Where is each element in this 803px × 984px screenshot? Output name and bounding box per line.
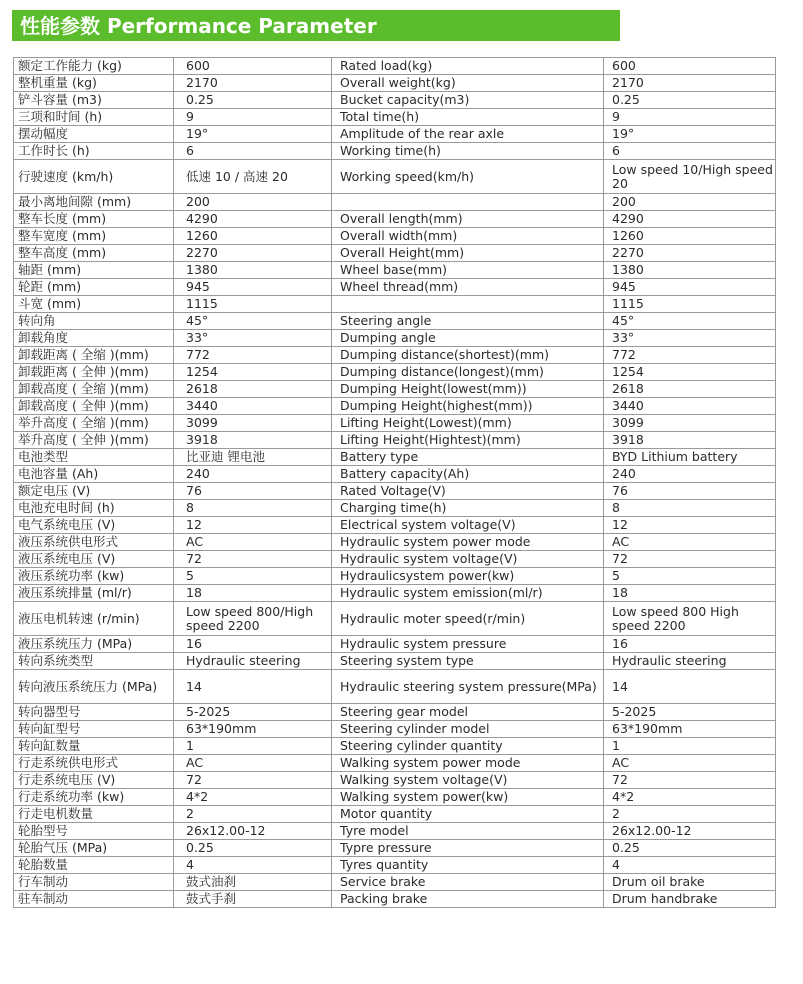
english-parameter-cell: Walking system power mode [332, 755, 604, 772]
table-row [14, 534, 776, 551]
english-value-cell: 1254 [604, 364, 776, 381]
chinese-parameter-cell: 卸载高度 ( 全缩 )(mm) [14, 381, 174, 398]
chinese-parameter-cell: 摆动幅度 [14, 126, 174, 143]
chinese-parameter-cell: 驻车制动 [14, 891, 174, 908]
table-row [14, 449, 776, 466]
english-parameter-cell: Hydraulic system voltage(V) [332, 551, 604, 568]
english-parameter-cell: Steering angle [332, 313, 604, 330]
english-parameter-cell: Service brake [332, 874, 604, 891]
english-value-cell: Drum oil brake [604, 874, 776, 891]
chinese-parameter-cell: 整车宽度 (mm) [14, 228, 174, 245]
table-row [14, 772, 776, 789]
english-parameter-cell: Hydraulic steering system pressure(MPa) [332, 670, 604, 704]
chinese-value-cell: 2618 [174, 381, 332, 398]
chinese-value-cell: 2270 [174, 245, 332, 262]
english-value-cell: 5 [604, 568, 776, 585]
chinese-value-cell: 3099 [174, 415, 332, 432]
chinese-parameter-cell: 液压系统压力 (MPa) [14, 636, 174, 653]
english-value-cell: 26x12.00-12 [604, 823, 776, 840]
chinese-parameter-cell: 转向缸数量 [14, 738, 174, 755]
english-value-cell: 6 [604, 143, 776, 160]
english-value-cell: 12 [604, 517, 776, 534]
english-parameter-cell: Tyres quantity [332, 857, 604, 874]
table-row [14, 636, 776, 653]
english-value-cell: 5-2025 [604, 704, 776, 721]
english-value-cell: 3440 [604, 398, 776, 415]
table-row [14, 789, 776, 806]
chinese-value-cell: 鼓式手刹 [174, 891, 332, 908]
english-value-cell: 4*2 [604, 789, 776, 806]
english-parameter-cell: Overall weight(kg) [332, 75, 604, 92]
header-stripes-decoration [570, 10, 622, 41]
english-parameter-cell: Dumping distance(longest)(mm) [332, 364, 604, 381]
english-value-cell: Drum handbrake [604, 891, 776, 908]
english-value-cell: 4290 [604, 211, 776, 228]
english-value-cell: Low speed 800 High speed 2200 [604, 602, 776, 636]
english-value-cell: 72 [604, 772, 776, 789]
table-row [14, 585, 776, 602]
chinese-parameter-cell: 斗宽 (mm) [14, 296, 174, 313]
english-value-cell: 600 [604, 58, 776, 75]
english-value-cell: 8 [604, 500, 776, 517]
table-row [14, 313, 776, 330]
english-parameter-cell: Battery type [332, 449, 604, 466]
english-value-cell: 1 [604, 738, 776, 755]
chinese-value-cell: 3440 [174, 398, 332, 415]
chinese-parameter-cell: 举升高度 ( 全伸 )(mm) [14, 432, 174, 449]
chinese-value-cell: AC [174, 534, 332, 551]
table-row [14, 126, 776, 143]
english-parameter-cell: Electrical system voltage(V) [332, 517, 604, 534]
english-value-cell: 2 [604, 806, 776, 823]
chinese-value-cell: 63*190mm [174, 721, 332, 738]
table-row [14, 143, 776, 160]
english-value-cell: Hydraulic steering [604, 653, 776, 670]
chinese-value-cell: 8 [174, 500, 332, 517]
english-parameter-cell: Hydraulicsystem power(kw) [332, 568, 604, 585]
english-value-cell: 1115 [604, 296, 776, 313]
chinese-value-cell: 9 [174, 109, 332, 126]
english-value-cell: 14 [604, 670, 776, 704]
chinese-parameter-cell: 行走系统供电形式 [14, 755, 174, 772]
english-parameter-cell: Lifting Height(Lowest)(mm) [332, 415, 604, 432]
english-value-cell: 16 [604, 636, 776, 653]
table-row [14, 415, 776, 432]
table-row [14, 738, 776, 755]
english-value-cell: Low speed 10/High speed 20 [604, 160, 776, 194]
chinese-value-cell: 鼓式油刹 [174, 874, 332, 891]
english-value-cell: 3099 [604, 415, 776, 432]
chinese-value-cell: 945 [174, 279, 332, 296]
chinese-parameter-cell: 整车长度 (mm) [14, 211, 174, 228]
chinese-parameter-cell: 转向器型号 [14, 704, 174, 721]
english-value-cell: 18 [604, 585, 776, 602]
chinese-value-cell: Hydraulic steering [174, 653, 332, 670]
chinese-parameter-cell: 轮距 (mm) [14, 279, 174, 296]
chinese-value-cell: 4 [174, 857, 332, 874]
table-row [14, 568, 776, 585]
english-value-cell: 1260 [604, 228, 776, 245]
table-row [14, 381, 776, 398]
chinese-parameter-cell: 轮胎数量 [14, 857, 174, 874]
english-value-cell: 9 [604, 109, 776, 126]
chinese-parameter-cell: 电气系统电压 (V) [14, 517, 174, 534]
english-parameter-cell: Total time(h) [332, 109, 604, 126]
chinese-value-cell: 比亚迪 锂电池 [174, 449, 332, 466]
chinese-parameter-cell: 卸载角度 [14, 330, 174, 347]
english-parameter-cell [332, 296, 604, 313]
chinese-parameter-cell: 卸载距离 ( 全伸 )(mm) [14, 364, 174, 381]
english-value-cell: 945 [604, 279, 776, 296]
english-parameter-cell: Dumping Height(highest(mm)) [332, 398, 604, 415]
english-value-cell: 0.25 [604, 840, 776, 857]
chinese-parameter-cell: 电池容量 (Ah) [14, 466, 174, 483]
english-parameter-cell: Hydraulic system emission(ml/r) [332, 585, 604, 602]
english-parameter-cell: Steering cylinder quantity [332, 738, 604, 755]
english-value-cell: 1380 [604, 262, 776, 279]
english-parameter-cell: Hydraulic system power mode [332, 534, 604, 551]
english-value-cell: 4 [604, 857, 776, 874]
chinese-value-cell: 18 [174, 585, 332, 602]
english-parameter-cell: Walking system power(kw) [332, 789, 604, 806]
table-row [14, 75, 776, 92]
english-parameter-cell: Working speed(km/h) [332, 160, 604, 194]
table-row [14, 551, 776, 568]
chinese-parameter-cell: 行车制动 [14, 874, 174, 891]
chinese-value-cell: 19° [174, 126, 332, 143]
table-row [14, 245, 776, 262]
table-row [14, 296, 776, 313]
chinese-value-cell: 4*2 [174, 789, 332, 806]
table-row [14, 823, 776, 840]
english-parameter-cell: Bucket capacity(m3) [332, 92, 604, 109]
english-value-cell: 0.25 [604, 92, 776, 109]
chinese-parameter-cell: 整机重量 (kg) [14, 75, 174, 92]
table-row [14, 160, 776, 194]
english-parameter-cell: Overall Height(mm) [332, 245, 604, 262]
chinese-parameter-cell: 电池类型 [14, 449, 174, 466]
english-value-cell: AC [604, 755, 776, 772]
chinese-parameter-cell: 液压系统供电形式 [14, 534, 174, 551]
table-row [14, 347, 776, 364]
table-row [14, 398, 776, 415]
english-parameter-cell: Walking system voltage(V) [332, 772, 604, 789]
english-parameter-cell: Amplitude of the rear axle [332, 126, 604, 143]
chinese-parameter-cell: 行走电机数量 [14, 806, 174, 823]
english-parameter-cell: Packing brake [332, 891, 604, 908]
chinese-value-cell: 0.25 [174, 92, 332, 109]
english-value-cell: 240 [604, 466, 776, 483]
chinese-value-cell: 2 [174, 806, 332, 823]
chinese-parameter-cell: 最小离地间隙 (mm) [14, 194, 174, 211]
english-value-cell: 33° [604, 330, 776, 347]
english-value-cell: 2270 [604, 245, 776, 262]
table-row [14, 704, 776, 721]
chinese-parameter-cell: 液压系统电压 (V) [14, 551, 174, 568]
english-parameter-cell: Charging time(h) [332, 500, 604, 517]
table-row [14, 653, 776, 670]
english-value-cell: 3918 [604, 432, 776, 449]
chinese-value-cell: 1260 [174, 228, 332, 245]
chinese-value-cell: 240 [174, 466, 332, 483]
english-parameter-cell: Hydraulic system pressure [332, 636, 604, 653]
english-parameter-cell: Steering cylinder model [332, 721, 604, 738]
table-row [14, 364, 776, 381]
english-value-cell: 76 [604, 483, 776, 500]
chinese-value-cell: 5 [174, 568, 332, 585]
english-parameter-cell: Lifting Height(Hightest)(mm) [332, 432, 604, 449]
english-parameter-cell: Dumping angle [332, 330, 604, 347]
table-row [14, 755, 776, 772]
chinese-value-cell: 72 [174, 772, 332, 789]
english-parameter-cell: Hydraulic moter speed(r/min) [332, 602, 604, 636]
table-row [14, 466, 776, 483]
english-parameter-cell: Rated Voltage(V) [332, 483, 604, 500]
table-row [14, 500, 776, 517]
chinese-value-cell: 200 [174, 194, 332, 211]
chinese-value-cell: 16 [174, 636, 332, 653]
chinese-parameter-cell: 举升高度 ( 全缩 )(mm) [14, 415, 174, 432]
chinese-value-cell: 低速 10 / 高速 20 [174, 160, 332, 194]
english-parameter-cell: Working time(h) [332, 143, 604, 160]
chinese-parameter-cell: 整车高度 (mm) [14, 245, 174, 262]
chinese-parameter-cell: 液压系统排量 (ml/r) [14, 585, 174, 602]
english-parameter-cell: Steering gear model [332, 704, 604, 721]
chinese-parameter-cell: 转向角 [14, 313, 174, 330]
table-row [14, 330, 776, 347]
table-row [14, 92, 776, 109]
chinese-value-cell: AC [174, 755, 332, 772]
english-value-cell: 72 [604, 551, 776, 568]
performance-parameter-table [13, 57, 776, 908]
english-parameter-cell: Tyre model [332, 823, 604, 840]
table-row [14, 109, 776, 126]
chinese-parameter-cell: 卸载高度 ( 全伸 )(mm) [14, 398, 174, 415]
table-row [14, 58, 776, 75]
chinese-parameter-cell: 行走系统电压 (V) [14, 772, 174, 789]
english-value-cell: 200 [604, 194, 776, 211]
chinese-value-cell: 26x12.00-12 [174, 823, 332, 840]
chinese-parameter-cell: 铲斗容量 (m3) [14, 92, 174, 109]
table-row [14, 891, 776, 908]
chinese-parameter-cell: 转向液压系统压力 (MPa) [14, 670, 174, 704]
english-parameter-cell: Battery capacity(Ah) [332, 466, 604, 483]
english-parameter-cell: Wheel thread(mm) [332, 279, 604, 296]
chinese-parameter-cell: 行驶速度 (km/h) [14, 160, 174, 194]
page-title: 性能参数 Performance Parameter [20, 14, 377, 38]
table-row [14, 194, 776, 211]
english-parameter-cell: Dumping Height(lowest(mm)) [332, 381, 604, 398]
chinese-parameter-cell: 转向缸型号 [14, 721, 174, 738]
table-row [14, 874, 776, 891]
english-parameter-cell: Motor quantity [332, 806, 604, 823]
table-row [14, 840, 776, 857]
english-value-cell: 2618 [604, 381, 776, 398]
english-parameter-cell: Overall width(mm) [332, 228, 604, 245]
chinese-parameter-cell: 轮胎型号 [14, 823, 174, 840]
english-value-cell: BYD Lithium battery [604, 449, 776, 466]
chinese-parameter-cell: 三项和时间 (h) [14, 109, 174, 126]
table-row [14, 602, 776, 636]
chinese-parameter-cell: 液压系统功率 (kw) [14, 568, 174, 585]
chinese-parameter-cell: 工作时长 (h) [14, 143, 174, 160]
table-row [14, 211, 776, 228]
chinese-value-cell: 1380 [174, 262, 332, 279]
chinese-parameter-cell: 液压电机转速 (r/min) [14, 602, 174, 636]
chinese-value-cell: 14 [174, 670, 332, 704]
chinese-value-cell: 45° [174, 313, 332, 330]
chinese-value-cell: 772 [174, 347, 332, 364]
chinese-value-cell: 5-2025 [174, 704, 332, 721]
chinese-value-cell: 1254 [174, 364, 332, 381]
english-parameter-cell: Rated load(kg) [332, 58, 604, 75]
chinese-value-cell: 3918 [174, 432, 332, 449]
chinese-value-cell: 2170 [174, 75, 332, 92]
chinese-value-cell: 6 [174, 143, 332, 160]
table-row [14, 228, 776, 245]
chinese-parameter-cell: 电池充电时间 (h) [14, 500, 174, 517]
chinese-parameter-cell: 卸载距离 ( 全缩 )(mm) [14, 347, 174, 364]
english-value-cell: 2170 [604, 75, 776, 92]
chinese-parameter-cell: 轴距 (mm) [14, 262, 174, 279]
table-row [14, 262, 776, 279]
table-row [14, 806, 776, 823]
chinese-value-cell: 76 [174, 483, 332, 500]
chinese-value-cell: 1115 [174, 296, 332, 313]
english-value-cell: 63*190mm [604, 721, 776, 738]
chinese-value-cell: 4290 [174, 211, 332, 228]
english-value-cell: 772 [604, 347, 776, 364]
chinese-parameter-cell: 转向系统类型 [14, 653, 174, 670]
english-parameter-cell [332, 194, 604, 211]
table-row [14, 721, 776, 738]
english-parameter-cell: Steering system type [332, 653, 604, 670]
english-parameter-cell: Overall length(mm) [332, 211, 604, 228]
chinese-parameter-cell: 额定电压 (V) [14, 483, 174, 500]
chinese-value-cell: Low speed 800/High speed 2200 [174, 602, 332, 636]
english-parameter-cell: Dumping distance(shortest)(mm) [332, 347, 604, 364]
chinese-value-cell: 0.25 [174, 840, 332, 857]
english-value-cell: 45° [604, 313, 776, 330]
table-row [14, 279, 776, 296]
english-parameter-cell: Wheel base(mm) [332, 262, 604, 279]
performance-table-container [13, 57, 776, 908]
english-parameter-cell: Typre pressure [332, 840, 604, 857]
chinese-value-cell: 33° [174, 330, 332, 347]
table-row [14, 670, 776, 704]
english-value-cell: AC [604, 534, 776, 551]
chinese-parameter-cell: 轮胎气压 (MPa) [14, 840, 174, 857]
english-value-cell: 19° [604, 126, 776, 143]
table-row [14, 517, 776, 534]
chinese-value-cell: 72 [174, 551, 332, 568]
chinese-parameter-cell: 额定工作能力 (kg) [14, 58, 174, 75]
table-body [14, 58, 776, 908]
section-header [12, 10, 620, 41]
chinese-parameter-cell: 行走系统功率 (kw) [14, 789, 174, 806]
table-row [14, 483, 776, 500]
chinese-value-cell: 600 [174, 58, 332, 75]
table-row [14, 432, 776, 449]
table-row [14, 857, 776, 874]
chinese-value-cell: 1 [174, 738, 332, 755]
chinese-value-cell: 12 [174, 517, 332, 534]
